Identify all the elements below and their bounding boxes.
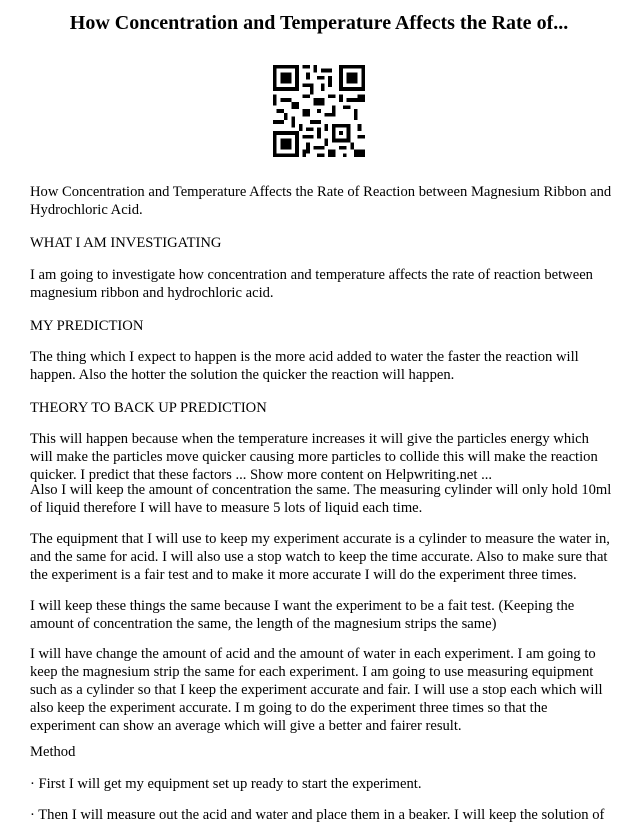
page-title: How Concentration and Temperature Affects the Rate of... bbox=[69, 12, 569, 34]
qr-code-icon bbox=[273, 65, 365, 157]
intro-paragraph: How Concentration and Temperature Affects the Rate of Reaction between Magnesium Ribbon and Hydrochloric Acid. bbox=[30, 184, 612, 218]
fair-test-paragraph: I will keep these things the same because I want the experiment to be a fait test. (Keeping the amount of concentration the same, the length of the magnesium strips the same) bbox=[30, 598, 575, 632]
prediction-paragraph: The thing which I expect to happen is the more acid added to water the faster the reaction will happen. Also the hotter the solution the quicker the reaction will happen. bbox=[30, 349, 579, 383]
concentration-paragraph: Also I will keep the amount of concentration the same. The measuring cylinder will only hold 10ml of liquid therefore I will have to measure 5 lots of liquid each time. bbox=[30, 482, 612, 516]
heading-investigating: WHAT I AM INVESTIGATING bbox=[30, 235, 222, 251]
variables-paragraph: I will have change the amount of acid and the amount of water in each experiment. I am going to keep the magnesium strip the same for each experiment. I am going to use measuring equipment such as a cylinder so that I keep the experiment accurate and fair. I will use a stop each which will also keep the experiment accurate. I m going to do the experiment three times so that the experiment can show an average which will give a better and fairer result. bbox=[30, 646, 603, 734]
method-step-1: · First I will get my equipment set up ready to start the experiment. bbox=[30, 776, 422, 792]
investigating-paragraph: I am going to investigate how concentration and temperature affects the rate of reaction between magnesium ribbon and hydrochloric acid. bbox=[30, 267, 593, 301]
heading-prediction: MY PREDICTION bbox=[30, 318, 144, 334]
equipment-paragraph: The equipment that I will use to keep my experiment accurate is a cylinder to measure the water in, and the same for acid. I will also use a stop watch to keep the time accurate. Also to make sure that the experiment is a fair test and to make it more accurate I will do the experiment three times. bbox=[30, 531, 610, 583]
heading-theory: THEORY TO BACK UP PREDICTION bbox=[30, 400, 267, 416]
method-step-2: · Then I will measure out the acid and water and place them in a beaker. I will keep the solution of bbox=[30, 807, 605, 823]
theory-paragraph: This will happen because when the temperature increases it will give the particles energy which will make the particles move quicker causing more particles to collide this will make the reaction quicker. I predict that these factors ... Show more content on Helpwriting.net ... bbox=[30, 431, 598, 483]
heading-method: Method bbox=[30, 744, 76, 760]
